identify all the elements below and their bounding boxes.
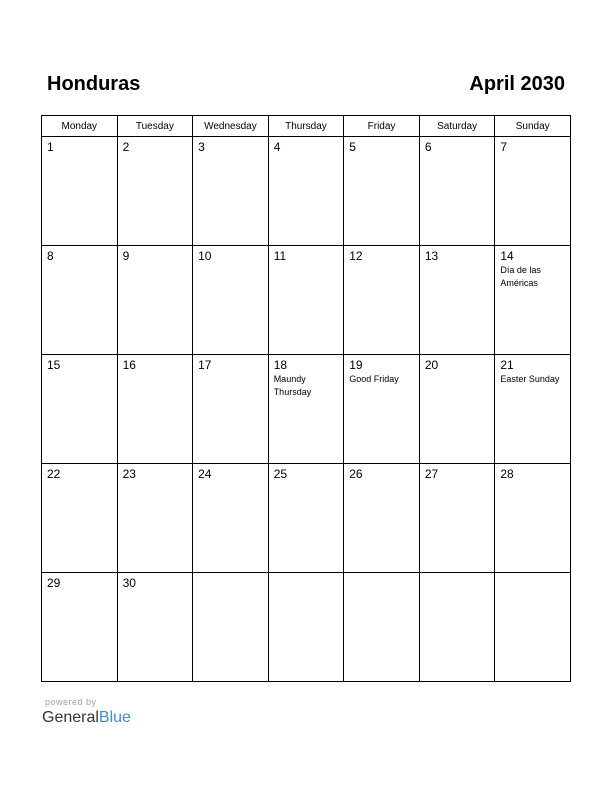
day-cell [344, 137, 420, 246]
generalblue-logo[interactable] [42, 708, 131, 728]
day-number: 1 [47, 140, 54, 154]
day-number: 3 [198, 140, 205, 154]
holiday-label [42, 263, 117, 264]
day-cell [495, 246, 571, 355]
day-number: 14 [500, 249, 514, 263]
day-cell [419, 573, 495, 682]
day-number: 27 [424, 467, 439, 481]
week-row [42, 246, 571, 355]
day-cell [495, 573, 571, 682]
day-cell [495, 355, 571, 464]
day-cell [117, 355, 193, 464]
day-number: 6 [424, 140, 432, 154]
holiday-label [420, 481, 495, 482]
week-row [42, 355, 571, 464]
day-cell [268, 464, 344, 573]
brand-blue-text: Blue [98, 709, 131, 726]
holiday-label [344, 263, 419, 264]
day-number: 9 [122, 249, 130, 263]
holiday-label [495, 481, 570, 482]
brand-general-text: General [42, 709, 99, 726]
holiday-label [193, 154, 268, 155]
holiday-label [420, 372, 495, 373]
day-number: 29 [47, 576, 61, 590]
day-number: 30 [122, 576, 136, 590]
day-number: 12 [349, 249, 363, 263]
day-cell [419, 246, 495, 355]
calendar-grid [41, 115, 571, 682]
holiday-label [269, 576, 344, 577]
weekday-header-row [42, 116, 571, 137]
day-number: 2 [122, 140, 130, 154]
day-number: 8 [47, 249, 54, 263]
weekday-header: Thursday [268, 116, 344, 137]
day-cell [42, 246, 118, 355]
holiday-label [118, 590, 193, 591]
day-cell [117, 137, 193, 246]
holiday-label [495, 154, 570, 155]
day-number: 23 [122, 467, 136, 481]
day-cell [193, 464, 269, 573]
day-number: 11 [273, 249, 287, 263]
day-number: 10 [198, 249, 212, 263]
country-title: Honduras [47, 73, 141, 95]
day-cell [117, 464, 193, 573]
powered-by-text: powered by [45, 697, 97, 707]
day-number: 4 [273, 140, 281, 154]
day-cell [193, 573, 269, 682]
day-cell [419, 137, 495, 246]
day-number: 28 [500, 467, 514, 481]
day-number: 26 [349, 467, 363, 481]
day-cell [193, 137, 269, 246]
holiday-label [118, 481, 193, 482]
holiday-label [118, 372, 193, 373]
day-cell [268, 355, 344, 464]
day-number: 7 [500, 140, 508, 154]
day-cell [495, 464, 571, 573]
day-cell [193, 246, 269, 355]
holiday-label [344, 481, 419, 482]
day-cell [419, 355, 495, 464]
holiday-label [42, 481, 117, 482]
holiday-label: Easter Sunday [500, 374, 560, 384]
holiday-label [344, 154, 419, 155]
holiday-label [42, 372, 117, 373]
holiday-label [420, 576, 495, 577]
day-cell [42, 137, 118, 246]
day-cell [495, 137, 571, 246]
holiday-label [269, 481, 344, 482]
day-cell [268, 573, 344, 682]
day-number: 19 [349, 358, 363, 372]
day-number: 20 [424, 358, 439, 372]
day-cell [193, 355, 269, 464]
holiday-label [118, 263, 193, 264]
day-cell [344, 246, 420, 355]
holiday-label [344, 576, 419, 577]
day-number: 15 [47, 358, 61, 372]
day-cell [42, 464, 118, 573]
holiday-label [193, 372, 268, 373]
weekday-header: Friday [344, 116, 420, 137]
day-cell [117, 246, 193, 355]
weekday-header: Monday [42, 116, 118, 137]
day-number: 16 [122, 358, 136, 372]
holiday-label [42, 154, 117, 155]
weekday-header: Wednesday [193, 116, 269, 137]
holiday-label: Good Friday [349, 374, 399, 384]
day-cell [344, 464, 420, 573]
day-number: 5 [349, 140, 356, 154]
weekday-header: Tuesday [117, 116, 193, 137]
day-number: 18 [273, 358, 288, 372]
holiday-label [420, 154, 495, 155]
day-cell [268, 137, 344, 246]
weekday-header: Saturday [419, 116, 495, 137]
day-cell [268, 246, 344, 355]
week-row [42, 464, 571, 573]
day-number: 21 [500, 358, 514, 372]
weekday-header: Sunday [495, 116, 571, 137]
day-cell [42, 573, 118, 682]
holiday-label [269, 263, 344, 264]
day-number: 22 [47, 467, 61, 481]
holiday-label [193, 576, 268, 577]
holiday-label [495, 576, 570, 577]
holiday-label [42, 590, 117, 591]
day-cell [42, 355, 118, 464]
month-title: April 2030 [469, 73, 565, 95]
day-number: 17 [198, 358, 212, 372]
holiday-label: Día de las Américas [500, 265, 541, 288]
day-cell [344, 355, 420, 464]
holiday-label: Maundy Thursday [273, 374, 312, 397]
holiday-label [269, 154, 344, 155]
holiday-label [193, 263, 268, 264]
day-cell [117, 573, 193, 682]
day-number: 13 [424, 249, 439, 263]
holiday-label [193, 481, 268, 482]
day-number: 25 [273, 467, 288, 481]
day-cell [344, 573, 420, 682]
holiday-label [420, 263, 495, 264]
holiday-label [118, 154, 193, 155]
day-number: 24 [198, 467, 212, 481]
day-cell [419, 464, 495, 573]
week-row [42, 137, 571, 246]
week-row [42, 573, 571, 682]
